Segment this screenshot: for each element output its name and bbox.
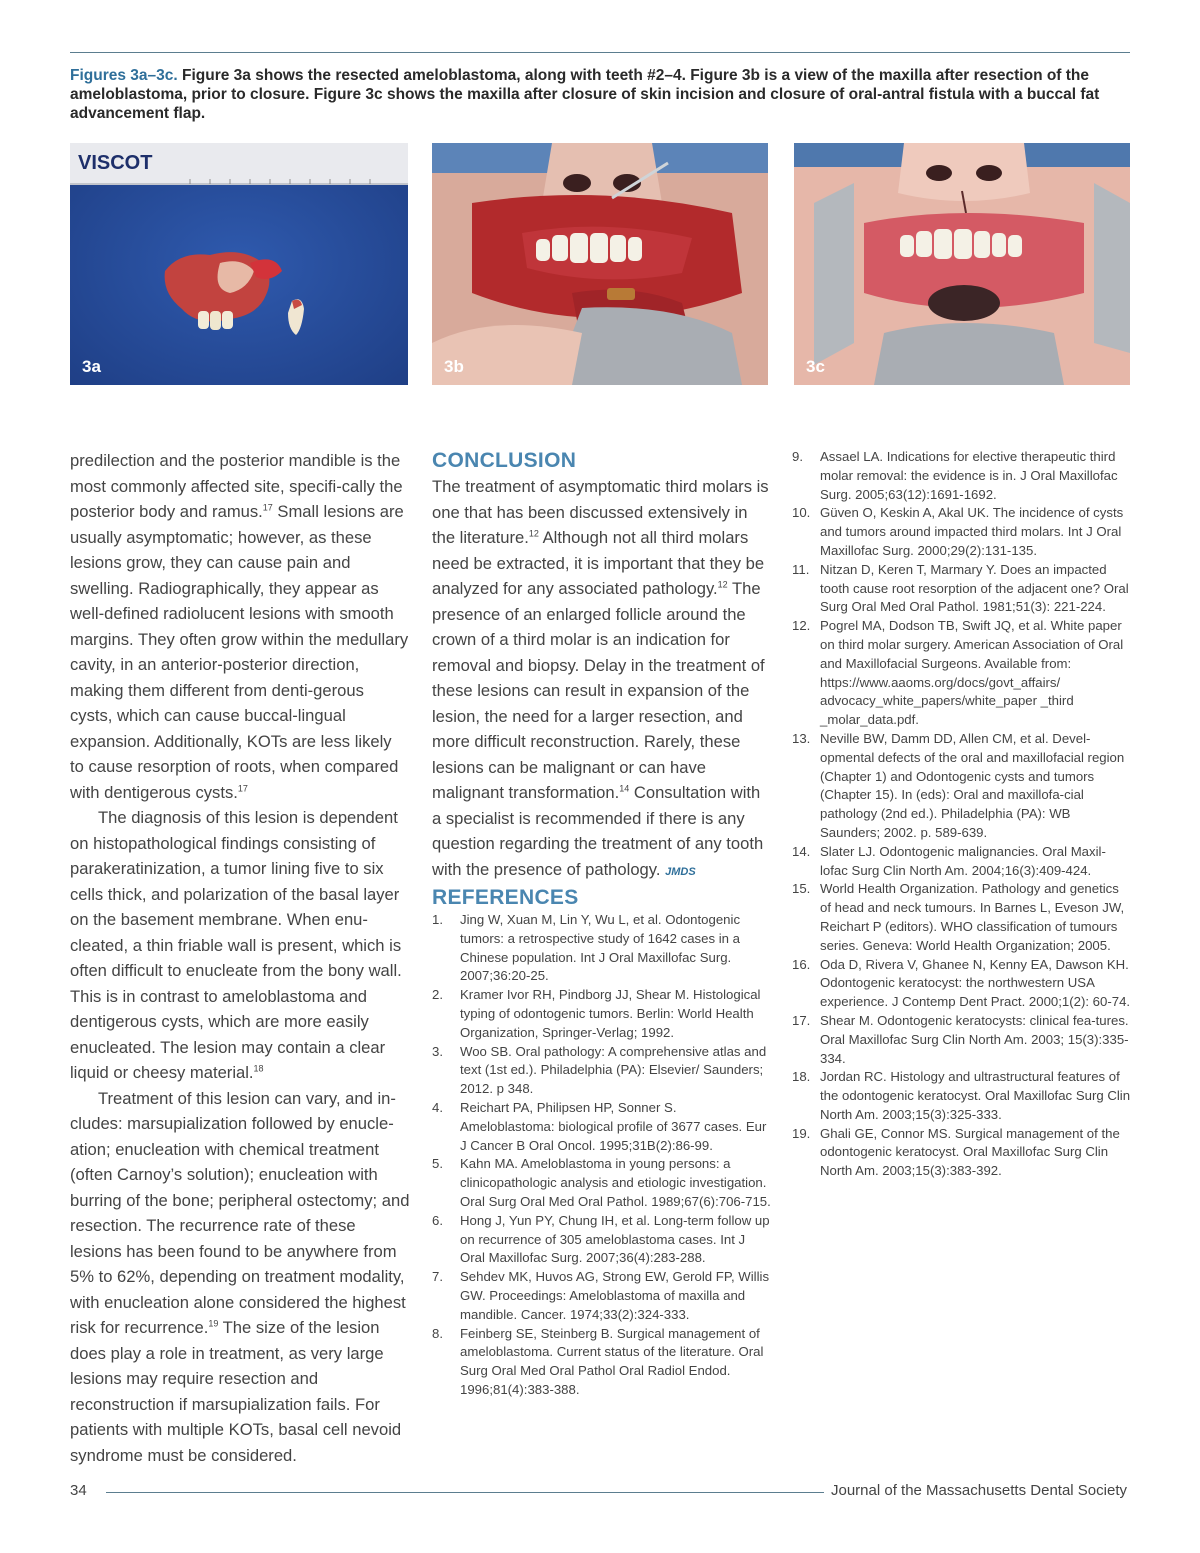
reference-item: 18. Jordan RC. Histology and ultrastructural features of the odontogenic keratocyst. Oral Maxillofac Surg Clin North Am. 2003;15(3):325-333. [792, 1069, 1131, 1122]
reference-item: 16. Oda D, Rivera V, Ghanee N, Kenny EA, Dawson KH. Odontogenic keratocyst: the northwestern USA experience. J Contemp Dent Pract. 2000;1(2): 60-74. [792, 956, 1131, 1010]
body-paragraph-2: The diagnosis of this lesion is dependent on histopathological findings consisting of parakeratinization, a tumor lining five to six cells thick, and polarization of the basal layer on the basement membrane. When enu-cleated, a thin friable wall is present, which is often difficult to enucleate from the bony wall. This is in contrast to ameloblastoma and dentigerous cysts, which are more easily enucleated. The lesion may contain a clear liquid or cheesy material.$^{18}$ [70, 808, 402, 1082]
journal-name: Journal of the Massachusetts Dental Society [831, 1482, 1127, 1499]
figure-3a [70, 143, 408, 385]
reference-item: 6. Hong J, Yun PY, Chung IH, et al. Long-term follow up on recurrence of 305 ameloblastoma cases. Int J Oral Maxillofac Surg. 2007;36(4):283-288. [432, 1212, 770, 1266]
caption-lead: Figures 3a–3c. [70, 67, 178, 84]
reference-item: 8. Feinberg SE, Steinberg B. Surgical management of ameloblastoma. Current status of the literature. Oral Surg Oral Med Oral Pathol Oral Radiol Endod. 1996;81(4):383-388. [432, 1325, 764, 1397]
citation: 19 [208, 1318, 219, 1329]
reference-item: 15. World Health Organization. Pathology and genetics of head and neck tumours. In Barnes L, Eveson JW, Reichart P (editors). WHO classification of tumours series. Geneva: World Health Organization; 2005. [792, 881, 1125, 953]
page-number: 34 [70, 1482, 87, 1499]
figure-caption [70, 66, 1130, 123]
ruler-brand-text: VISCOT [78, 152, 153, 174]
references-list-part-1 [432, 911, 772, 1400]
reference-item: 13. Neville BW, Damm DD, Allen CM, et al. Devel-opmental defects of the oral and maxillofacial region (Chapter 1) and Odontogenic cysts and tumors (Chapter 15). In (eds): Oral and maxillofa-cial pathology (2nd ed.). Philadelphia (PA): WB Saunders; 2002. p. 589-639. [792, 730, 1125, 840]
reference-item: 11. Nitzan D, Keren T, Marmary Y. Does an impacted tooth cause root resorption of the adjacent one? Oral Surg Oral Med Oral Pathol. 1981;51(3): 221-224. [792, 561, 1129, 615]
citation: 17 [262, 502, 273, 513]
body-paragraph-3: Treatment of this lesion can vary, and in-cludes: marsupialization followed by enucle-ation; enucleation with chemical treatment (often Carnoy’s solution); enucleation with burring of the bone; peripheral ostectomy; and resection. The recurrence rate of these lesions has been found to be anywhere from 5% to 62%, depending on treatment modality, with enucleation alone considered the highest risk for recurrence.$^{19}$ The size of the lesion does play a role in treatment, as very large lesions may require resection and reconstruction if marsupialization fails. For patients with multiple KOTs, basal cell nevoid syndrome must be considered. [70, 1088, 410, 1465]
figure-3c-label: 3c [806, 357, 825, 376]
jmds-end-mark: JMDS [665, 865, 696, 878]
figure-3c-photo [794, 143, 1130, 385]
figure-3c [794, 143, 1130, 385]
body-paragraph-1: predilection and the posterior mandible is the most commonly affected site, specifi-cally the posterior body and ramus.$^{17}$ Small lesions are usually asymptomatic; however, as these lesions grow, they can cause pain and swelling. Radiographically, they appear as well-defined radiolucent lesions with smooth margins. They often grow within the medullary cavity, in an anterior-posterior direction, making them different from denti-gerous cysts, which can cause buccal-lingual expansion. Additionally, KOTs are less likely to cause resorption of roots, when compared with dentigerous cysts.$^{17}$ [70, 451, 409, 802]
figure-3b [432, 143, 768, 385]
reference-item: 1. Jing W, Xuan M, Lin Y, Wu L, et al. Odontogenic tumors: a retrospective study of 1642 cases in a Chinese population. Int J Oral Maxillofac Surg. 2007;36:20-25. [432, 912, 741, 984]
figure-3a-photo [70, 143, 408, 385]
citation: 18 [253, 1063, 264, 1074]
conclusion-heading: CONCLUSION [432, 449, 577, 472]
reference-item: 17. Shear M. Odontogenic keratocysts: clinical fea-tures. Oral Maxillofac Surg Clin North Am. 2003; 15(3):335-334. [792, 1012, 1129, 1066]
references-heading: REFERENCES [432, 886, 579, 909]
conclusion-paragraph: The treatment of asymptomatic third molars is one that has been discussed extensively in the literature.$^{12}$ Although not all third molars need be extracted, it is important that they be analyzed for any associated pathology.$^{12}$ The presence of an enlarged follicle around the crown of a third molar is an indication for removal and biopsy. Delay in the treatment of these lesions can result in expansion of the lesion, the need for a larger resection, and more difficult reconstruction. Rarely, these lesions can be malignant or can have malignant transformation.$^{14}$ Consultation with a specialist is recommended if there is any question regarding the treatment of any tooth with the presence of pathology. JMDS [432, 477, 769, 879]
reference-item: 4. Reichart PA, Philipsen HP, Sonner S. Ameloblastoma: biological profile of 3677 cases. Eur J Cancer B Oral Oncol. 1995;31B(2):86-99. [432, 1099, 767, 1153]
reference-item: 10. Güven O, Keskin A, Akal UK. The incidence of cysts and tumors around impacted third molars. Int J Oral Maxillofac Surg. 2000;29(2):131-135. [792, 505, 1124, 558]
citation: 12 [528, 528, 539, 539]
reference-item: 12. Pogrel MA, Dodson TB, Swift JQ, et al. White paper on third molar surgery. American Association of Oral and Maxillofacial Surgeons. Available from: https://www.aaoms.org/docs/govt_affairs/ advocacy_white_papers/white_paper _third _molar_data.pdf. [792, 618, 1124, 728]
body-column-2 [432, 448, 772, 1400]
top-rule [70, 52, 1130, 53]
citation: 14 [619, 783, 630, 794]
footer-rule [106, 1492, 824, 1493]
references-list-part-2 [792, 448, 1132, 1181]
reference-item: 3. Woo SB. Oral pathology: A comprehensive atlas and text (1st ed.). Philadelphia (PA): Elsevier/ Saunders; 2012. p 348. [432, 1043, 767, 1097]
citation: 17 [237, 782, 248, 793]
citation: 12 [717, 579, 728, 590]
figure-3a-label: 3a [82, 357, 101, 376]
body-column-1 [70, 448, 410, 1468]
figure-3b-photo [432, 143, 768, 385]
reference-item: 9. Assael LA. Indications for elective therapeutic third molar removal: the evidence is in. J Oral Maxillofac Surg. 2005;63(12):1691-1692. [792, 449, 1118, 502]
body-column-3 [792, 448, 1132, 1181]
reference-item: 19. Ghali GE, Connor MS. Surgical management of the odontogenic keratocyst. Oral Maxillofac Surg Clin North Am. 2003;15(3):383-392. [792, 1125, 1120, 1179]
caption-text: Figure 3a shows the resected ameloblastoma, along with teeth #2–4. Figure 3b is a view of the maxilla after resection of the ameloblastoma, prior to closure. Figure 3c shows the maxilla after closure of skin incision and closure of oral-antral fistula with a buccal fat advancement flap. [70, 67, 1100, 122]
reference-item: 2. Kramer Ivor RH, Pindborg JJ, Shear M. Histological typing of odontogenic tumors. Berlin: World Health Organization, Springer-Verlag; 1992. [432, 987, 761, 1040]
reference-item: 14. Slater LJ. Odontogenic malignancies. Oral Maxil-lofac Surg Clin North Am. 2004;16(3):409-424. [792, 843, 1106, 878]
reference-item: 7. Sehdev MK, Huvos AG, Strong EW, Gerold FP, Willis GW. Proceedings: Ameloblastoma of maxilla and mandible. Cancer. 1974;33(2):324-333. [432, 1269, 770, 1322]
reference-item: 5. Kahn MA. Ameloblastoma in young persons: a clinicopathologic analysis and etiologic investigation. Oral Surg Oral Med Oral Pathol. 1989;67(6):706-715. [432, 1156, 771, 1209]
figure-3b-label: 3b [444, 357, 464, 376]
